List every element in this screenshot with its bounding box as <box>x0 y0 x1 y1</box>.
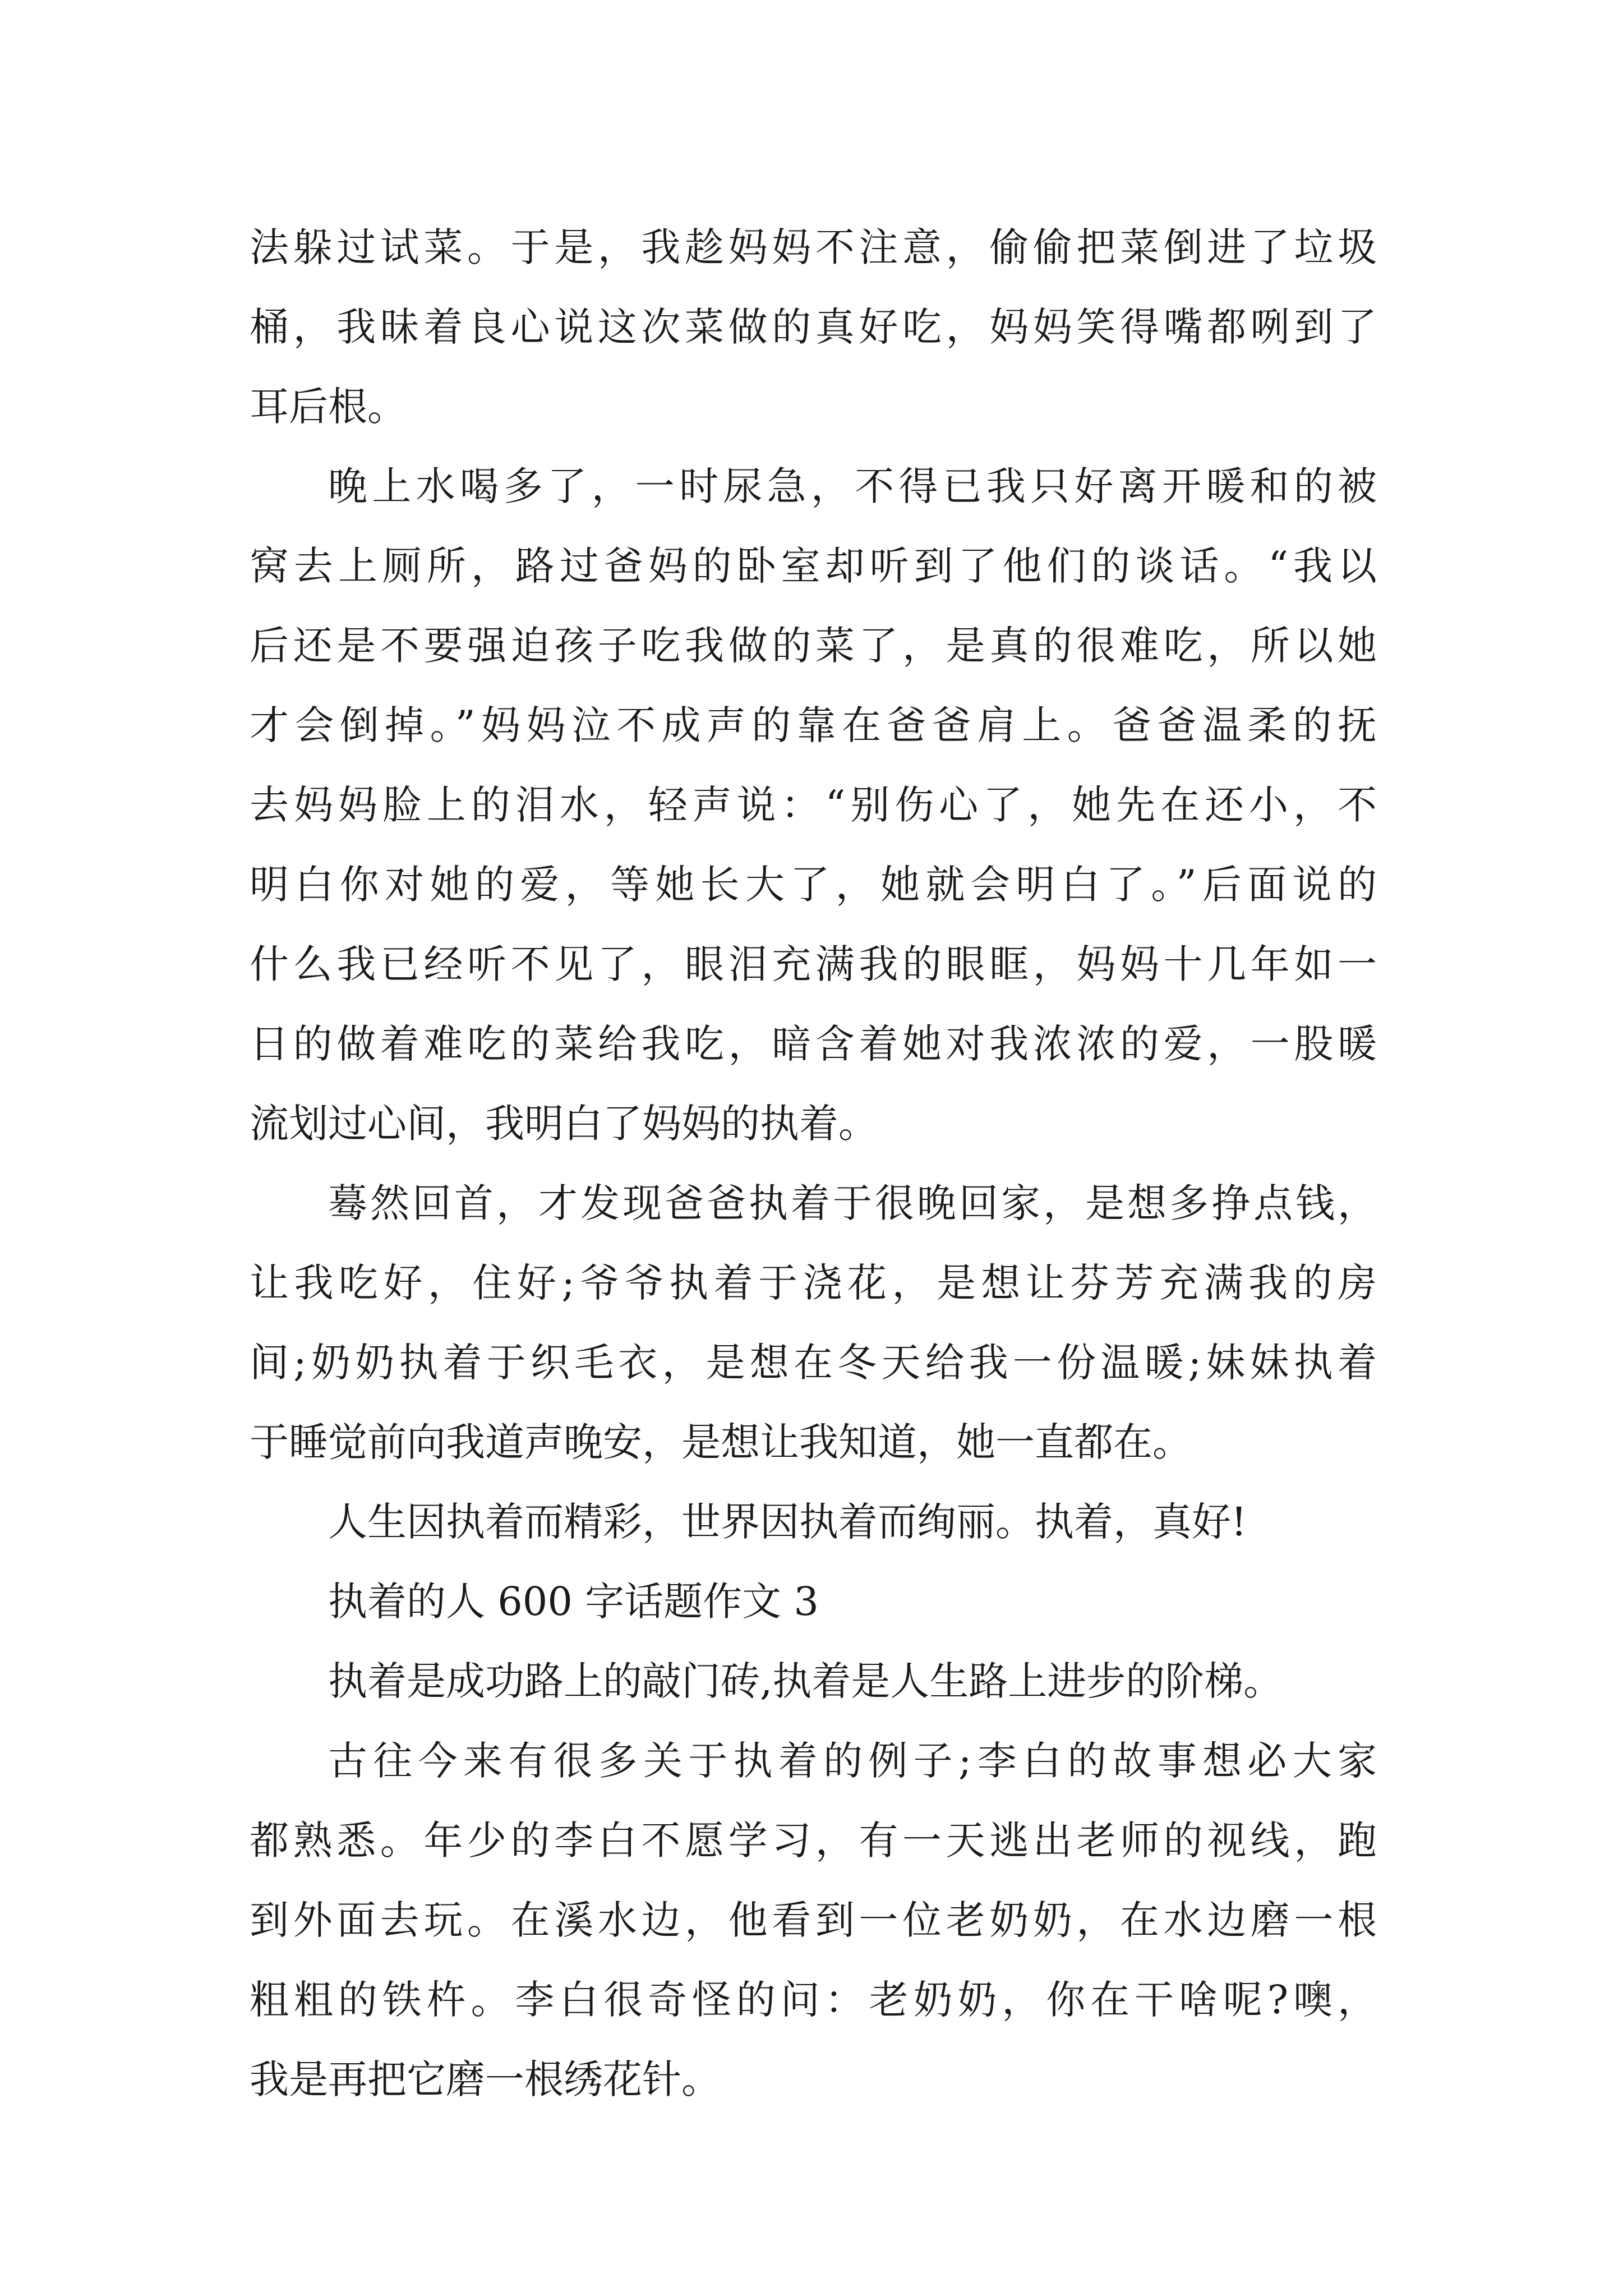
paragraph-line: 什么我已经听不见了，眼泪充满我的眼眶，妈妈十几年如一 <box>250 941 1377 987</box>
paragraph-line: 我是再把它磨一根绣花针。 <box>250 2056 721 2102</box>
paragraph-line: 晚上水喝多了，一时尿急，不得已我只好离开暖和的被 <box>328 463 1377 509</box>
paragraph-line: 明白你对她的爱，等她长大了，她就会明白了。”后面说的 <box>250 862 1377 908</box>
paragraph-line: 到外面去玩。在溪水边，他看到一位老奶奶，在水边磨一根 <box>250 1897 1377 1943</box>
paragraph-line: 后还是不要强迫孩子吃我做的菜了，是真的很难吃，所以她 <box>250 623 1377 669</box>
paragraph-line: 流划过心间，我明白了妈妈的执着。 <box>250 1101 878 1147</box>
paragraph-line: 都熟悉。年少的李白不愿学习，有一天逃出老师的视线，跑 <box>250 1818 1377 1864</box>
paragraph-line: 粗粗的铁杵。李白很奇怪的问：老奶奶，你在干啥呢?噢， <box>250 1977 1377 2023</box>
paragraph-line: 日的做着难吃的菜给我吃，暗含着她对我浓浓的爱，一股暖 <box>250 1021 1377 1067</box>
paragraph-line: 让我吃好，住好;爷爷执着于浇花，是想让芬芳充满我的房 <box>250 1260 1377 1306</box>
paragraph-line: 古往今来有很多关于执着的例子;李白的故事想必大家 <box>328 1738 1377 1784</box>
paragraph-line: 桶，我昧着良心说这次菜做的真好吃，妈妈笑得嘴都咧到了 <box>250 304 1377 350</box>
section-title: 执着的人 600 字话题作文 3 <box>328 1579 819 1625</box>
document-body <box>250 208 1377 2119</box>
paragraph-line: 于睡觉前向我道声晚安，是想让我知道，她一直都在。 <box>250 1419 1192 1465</box>
paragraph-line: 去妈妈脸上的泪水，轻声说：“别伤心了，她先在还小，不 <box>250 782 1377 828</box>
paragraph-line: 窝去上厕所，路过爸妈的卧室却听到了他们的谈话。“我以 <box>250 543 1377 589</box>
paragraph-line: 耳后根。 <box>250 384 407 430</box>
paragraph-line: 才会倒掉。”妈妈泣不成声的靠在爸爸肩上。爸爸温柔的抚 <box>250 702 1377 748</box>
paragraph-line: 人生因执着而精彩，世界因执着而绚丽。执着，真好! <box>328 1499 1247 1545</box>
paragraph-line: 执着是成功路上的敲门砖,执着是人生路上进步的阶梯。 <box>328 1658 1283 1704</box>
paragraph-line: 法躲过试菜。于是，我趁妈妈不注意，偷偷把菜倒进了垃圾 <box>250 224 1377 270</box>
paragraph-line: 蓦然回首，才发现爸爸执着于很晚回家，是想多挣点钱， <box>328 1180 1377 1226</box>
paragraph-line: 间;奶奶执着于织毛衣，是想在冬天给我一份温暖;妹妹执着 <box>250 1340 1377 1386</box>
